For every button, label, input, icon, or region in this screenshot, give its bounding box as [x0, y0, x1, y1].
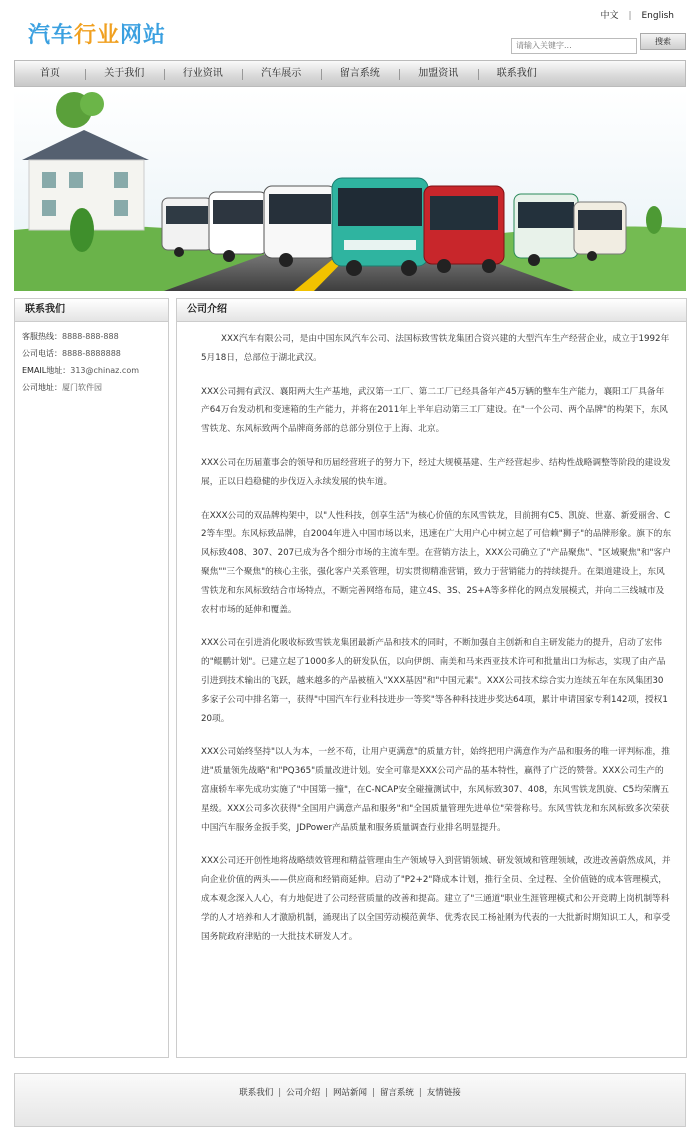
intro-paragraph: XXX公司在引进消化吸收标致雪铁龙集团最新产品和技术的同时，不断加强自主创新和自主研发能力的提升，启动了宏伟的"鲲鹏计划"。已建立起了1000多人的研发队伍，以向伊朗、南美和马来西亚技术许可和批量出口为标志，实现了由产品引进到技术输出的飞跃，越来越多的产品被植入"XXX基因"和"中国元素"。XXX公司技术综合实力连续五年在东风集团30多家子公司中排名第一，获得"中国汽车行业科技进步一等奖"等各种科技进步奖达64项，累计申请国家专利142项，授权120项。 [201, 638, 668, 724]
language-switcher: 中文 | English [600, 11, 674, 21]
search-bar [511, 33, 671, 54]
buses-illustration [14, 90, 686, 291]
main-title: 公司介绍 [177, 299, 686, 322]
logo-text: 汽车行业网站 [28, 23, 167, 48]
nav-home[interactable]: 首页 [40, 68, 60, 79]
search-input[interactable] [511, 38, 637, 54]
intro-paragraph: XXX公司还开创性地将战略绩效管理和精益管理由生产领域导入到营销领域、研发领域和管理领域，改进改善蔚然成风，并向企业价值的两头——供应商和经销商延伸。启动了"P2+2"降成本计划，推行全员、全过程、全价值链的成本管理模式，成本观念深入人心，有力地促进了公司经营质量的改善和提高。建立了"三通道"职业生涯管理模式和公开竞聘上岗机制等科学的人才培养和人才激励机制，涌现出了以全国劳动模范黄华、优秀农民工杨祉刚为代表的一大批新时期知识工人，和享受国务院政府津贴的一大批技术研发人才。 [201, 856, 671, 942]
footer-link-news[interactable]: 网站新闻 [332, 1088, 367, 1098]
contact-phone: 公司电话：8888-8888888 [22, 349, 121, 358]
intro-paragraph: XXX汽车有限公司，是由中国东风汽车公司、法国标致雪铁龙集团合资兴建的大型汽车生产经营企业，成立于1992年5月18日，总部位于湖北武汉。 [201, 334, 670, 363]
footer-link-about[interactable]: 公司介绍 [286, 1088, 321, 1098]
nav-contact[interactable]: 联系我们 [478, 61, 557, 86]
footer-link-guestbook[interactable]: 留言系统 [379, 1088, 414, 1098]
intro-paragraph: XXX公司拥有武汉、襄阳两大生产基地，武汉第一工厂、第二工厂已经具备年产45万辆的整车生产能力，襄阳工厂具备年产64万台发动机和变速箱的生产能力，并将在2011年上半年启动第三工厂建设。在"一个公司、两个品牌"的构架下，东风雪铁龙、东风标致两个品牌商务部的总部分别位于上海、北京。 [201, 386, 668, 435]
intro-paragraph: 在XXX公司的双品牌构架中，以"人性科技，创享生活"为核心价值的东风雪铁龙，目前拥有C5、凯旋、世嘉、新爱丽舍、C2等车型。东风标致品牌，自2004年进入中国市场以来，迅速在广大用户心中树立起了可信赖"狮子"的品牌形象。旗下的东风标致408、307、207已成为各个细分市场的主流车型。在营销方法上，XXX公司确立了"产品聚焦"、"区域聚焦"和"客户聚焦""三个聚焦"的核心主张，强化客户关系管理，切实贯彻精准营销，致力于营销能力的持续提升。在渠道建设上，东风雪铁龙和东风标致结合市场特点，不断完善网络布局，建立4S、3S、2S+A等多样化的网点发展模式，并向二三线城市及农村市场的延伸和覆盖。 [201, 510, 672, 615]
footer-links: 联系我们 | 公司介绍 | 网站新闻 | 留言系统 | 友情链接 [14, 1073, 686, 1127]
contact-address: 公司地址：厦门软件园 [22, 383, 102, 392]
nav-guestbook[interactable]: 留言系统 [321, 61, 400, 86]
nav-news[interactable]: 行业资讯 [164, 61, 243, 86]
nav-cars[interactable]: 汽车展示 [242, 61, 321, 86]
contact-email: EMAIL地址：313@chinaz.com [22, 366, 140, 375]
nav-franchise[interactable]: 加盟资讯 [399, 61, 478, 86]
contact-list [15, 322, 168, 396]
main-nav [14, 60, 686, 87]
nav-about[interactable]: 关于我们 [85, 61, 164, 86]
intro-paragraph: XXX公司始终坚持"以人为本，一丝不苟，让用户更满意"的质量方针，始终把用户满意作为产品和服务的唯一评判标准，推进"质量领先战略"和"PQ365"质量改进计划。安全可靠是XXX公司产品的基本特性，赢得了广泛的赞誉。XXX公司生产的富康轿车率先成功实施了"中国第一撞"，在C-NCAP安全碰撞测试中，东风标致307、408，东风雪铁龙凯旋、C5均荣膺五星级。XXX公司多次获得"全国用户满意产品和服务"和"全国质量管理先进单位"荣誉称号。东风雪铁龙和东风标致多次荣获中国汽车服务金扳手奖，JDPower产品质量和服务质量调查行业排名明显提升。 [201, 747, 670, 833]
banner-image [14, 90, 686, 291]
site-logo[interactable] [28, 18, 166, 49]
footer-link-contact[interactable]: 联系我们 [239, 1088, 274, 1098]
contact-hotline: 客服热线：8888-888-888 [22, 332, 119, 341]
intro-content [177, 322, 686, 946]
contact-sidebar [14, 298, 169, 1058]
search-button[interactable]: 搜索 [640, 33, 686, 50]
intro-paragraph: XXX公司在历届董事会的领导和历届经营班子的努力下，经过大规模基建、生产经营起步、结构性战略调整等阶段的建设发展，正以日趋稳健的步伐迈入永续发展的快车道。 [201, 457, 671, 487]
lang-english-link[interactable]: English [641, 11, 674, 21]
company-intro-panel [176, 298, 687, 1058]
lang-chinese-link[interactable]: 中文 [600, 11, 619, 21]
sidebar-title: 联系我们 [15, 299, 168, 322]
footer-link-friends[interactable]: 友情链接 [426, 1088, 461, 1098]
